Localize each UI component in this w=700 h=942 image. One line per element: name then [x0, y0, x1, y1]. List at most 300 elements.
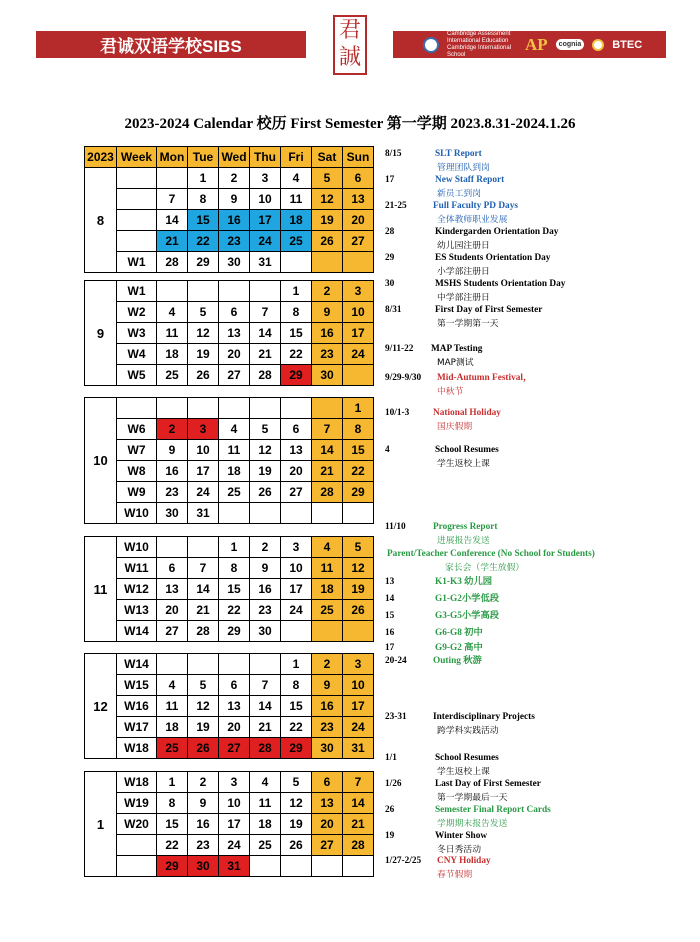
event-title: MSHS Students Orientation Day — [435, 279, 566, 289]
month-table-8 — [84, 146, 374, 273]
day-cell: 24 — [281, 600, 312, 621]
event-title: Interdisciplinary Projects — [433, 712, 535, 722]
day-cell — [281, 252, 312, 273]
day-cell — [188, 398, 219, 419]
event-item — [385, 148, 490, 173]
week-row — [85, 772, 374, 793]
month-label: 11 — [85, 537, 117, 642]
week-row — [85, 168, 374, 189]
event-item — [385, 610, 500, 623]
day-cell: 4 — [250, 772, 281, 793]
week-number: W10 — [117, 537, 157, 558]
event-title: G1-G2小学低段 — [435, 594, 500, 604]
week-row — [85, 419, 374, 440]
day-cell: 30 — [188, 856, 219, 877]
day-cell: 27 — [219, 738, 250, 759]
day-cell: 19 — [250, 461, 281, 482]
week-number — [117, 210, 157, 231]
day-cell: 29 — [343, 482, 374, 503]
day-cell: 17 — [343, 696, 374, 717]
accreditation-icon — [423, 37, 439, 53]
week-row — [85, 558, 374, 579]
day-cell: 2 — [188, 772, 219, 793]
event-title-zh: 学生返校上课 — [437, 767, 490, 777]
day-cell: 24 — [343, 717, 374, 738]
event-date: 26 — [385, 805, 395, 815]
day-cell: 23 — [188, 835, 219, 856]
day-cell — [219, 281, 250, 302]
week-row — [85, 252, 374, 273]
header-cell: Sun — [343, 147, 374, 168]
event-title-zh: 跨学科实践活动 — [437, 726, 499, 736]
event-item — [385, 576, 493, 589]
event-item — [385, 174, 505, 199]
week-number — [117, 231, 157, 252]
day-cell — [281, 621, 312, 642]
day-cell: 15 — [281, 323, 312, 344]
event-item — [385, 778, 541, 803]
ap-logo: AP — [525, 34, 548, 54]
day-cell — [188, 537, 219, 558]
event-title-zh: 春节假期 — [437, 870, 473, 880]
day-cell: 5 — [343, 537, 374, 558]
event-title-zh: 学生返校上课 — [437, 459, 490, 469]
day-cell: 13 — [343, 189, 374, 210]
event-item — [385, 627, 483, 640]
day-cell: 14 — [250, 696, 281, 717]
day-cell: 19 — [188, 344, 219, 365]
event-title: G6-G8 初中 — [435, 628, 483, 638]
day-cell: 15 — [281, 696, 312, 717]
day-cell — [312, 856, 343, 877]
day-cell: 9 — [312, 302, 343, 323]
seal-text: 君誠 — [338, 18, 361, 70]
day-cell: 26 — [188, 738, 219, 759]
week-number: W7 — [117, 440, 157, 461]
day-cell: 18 — [281, 210, 312, 231]
event-date: 29 — [385, 253, 395, 263]
event-date: 10/1-3 — [385, 408, 410, 418]
week-number: W19 — [117, 793, 157, 814]
week-row — [85, 440, 374, 461]
event-item — [385, 855, 491, 880]
event-date: 30 — [385, 279, 395, 289]
day-cell: 24 — [343, 344, 374, 365]
day-cell: 5 — [312, 168, 343, 189]
header-cell: Thu — [250, 147, 281, 168]
day-cell: 30 — [250, 621, 281, 642]
day-cell — [343, 621, 374, 642]
day-cell: 12 — [343, 558, 374, 579]
event-item — [385, 711, 535, 736]
event-date: 17 — [385, 643, 395, 653]
day-cell: 23 — [157, 482, 188, 503]
week-number — [117, 835, 157, 856]
day-cell: 7 — [343, 772, 374, 793]
month-label: 8 — [85, 168, 117, 273]
day-cell — [188, 654, 219, 675]
day-cell: 26 — [250, 482, 281, 503]
day-cell: 22 — [281, 344, 312, 365]
day-cell: 25 — [157, 365, 188, 386]
day-cell — [343, 365, 374, 386]
event-item — [385, 372, 533, 397]
day-cell: 1 — [188, 168, 219, 189]
event-title: Kindergarden Orientation Day — [435, 227, 559, 237]
day-cell: 4 — [281, 168, 312, 189]
day-cell: 20 — [281, 461, 312, 482]
event-item — [385, 521, 498, 546]
day-cell: 14 — [157, 210, 188, 231]
day-cell: 8 — [219, 558, 250, 579]
day-cell: 11 — [312, 558, 343, 579]
day-cell: 21 — [250, 344, 281, 365]
event-title-zh: MAP测试 — [437, 358, 474, 368]
event-title: New Staff Report — [435, 175, 505, 185]
event-title: G3-G5小学高段 — [435, 611, 500, 621]
day-cell: 10 — [343, 302, 374, 323]
page-title: 2023-2024 Calendar 校历 First Semester 第一学期 2023.8.31-2024.1.26 — [124, 116, 576, 132]
day-cell: 25 — [250, 835, 281, 856]
event-date: 9/11-22 — [385, 344, 414, 354]
day-cell: 1 — [281, 281, 312, 302]
day-cell: 11 — [219, 440, 250, 461]
month-table-10 — [84, 397, 374, 524]
day-cell: 30 — [312, 365, 343, 386]
day-cell: 25 — [157, 738, 188, 759]
week-row — [85, 302, 374, 323]
day-cell: 12 — [281, 793, 312, 814]
day-cell: 20 — [343, 210, 374, 231]
event-title: National Holiday — [433, 408, 501, 418]
day-cell: 6 — [343, 168, 374, 189]
day-cell: 31 — [188, 503, 219, 524]
day-cell — [157, 281, 188, 302]
event-title: G9-G2 高中 — [435, 643, 483, 653]
week-row — [85, 675, 374, 696]
day-cell — [312, 621, 343, 642]
event-title-zh: 小学部注册日 — [437, 267, 490, 277]
header-cell: Mon — [157, 147, 188, 168]
day-cell: 13 — [281, 440, 312, 461]
week-number — [117, 398, 157, 419]
week-row — [85, 281, 374, 302]
day-cell: 4 — [219, 419, 250, 440]
day-cell: 19 — [188, 717, 219, 738]
event-date: 28 — [385, 227, 395, 237]
day-cell: 28 — [343, 835, 374, 856]
week-number: W5 — [117, 365, 157, 386]
day-cell: 15 — [188, 210, 219, 231]
day-cell: 10 — [219, 793, 250, 814]
day-cell: 5 — [281, 772, 312, 793]
day-cell: 15 — [157, 814, 188, 835]
event-date: 13 — [385, 577, 395, 587]
school-banner — [36, 31, 306, 58]
day-cell: 6 — [157, 558, 188, 579]
day-cell — [312, 398, 343, 419]
day-cell: 12 — [188, 323, 219, 344]
week-row — [85, 323, 374, 344]
week-row — [85, 856, 374, 877]
day-cell: 27 — [219, 365, 250, 386]
day-cell: 15 — [219, 579, 250, 600]
day-cell — [343, 252, 374, 273]
week-number: W14 — [117, 621, 157, 642]
day-cell: 17 — [281, 579, 312, 600]
day-cell: 14 — [188, 579, 219, 600]
event-item — [385, 444, 499, 469]
day-cell: 28 — [312, 482, 343, 503]
event-item — [385, 252, 551, 277]
day-cell: 28 — [250, 365, 281, 386]
events-list — [385, 148, 685, 888]
school-name: 君诚双语学校SIBS — [100, 37, 242, 56]
day-cell: 4 — [157, 302, 188, 323]
week-row — [85, 189, 374, 210]
week-row — [85, 717, 374, 738]
event-title-zh: 幼儿园注册日 — [437, 241, 490, 251]
event-title-zh: 进展报告发送 — [437, 536, 490, 546]
day-cell: 13 — [219, 696, 250, 717]
day-cell — [281, 856, 312, 877]
header-cell: 2023 — [85, 147, 117, 168]
day-cell: 18 — [157, 717, 188, 738]
day-cell: 31 — [219, 856, 250, 877]
day-cell: 16 — [188, 814, 219, 835]
day-cell — [157, 168, 188, 189]
day-cell — [219, 398, 250, 419]
day-cell: 30 — [219, 252, 250, 273]
day-cell: 17 — [219, 814, 250, 835]
event-title: MAP Testing — [431, 344, 483, 354]
day-cell — [312, 503, 343, 524]
day-cell: 14 — [312, 440, 343, 461]
day-cell — [250, 398, 281, 419]
day-cell: 18 — [312, 579, 343, 600]
day-cell: 22 — [188, 231, 219, 252]
event-date: 14 — [385, 594, 395, 604]
day-cell: 28 — [157, 252, 188, 273]
day-cell: 2 — [312, 654, 343, 675]
week-number: W8 — [117, 461, 157, 482]
day-cell: 9 — [219, 189, 250, 210]
day-cell — [312, 252, 343, 273]
day-cell: 3 — [343, 281, 374, 302]
day-cell: 17 — [250, 210, 281, 231]
event-date: 9/29-9/30 — [385, 373, 422, 383]
day-cell: 6 — [281, 419, 312, 440]
event-title: Winter Show — [435, 831, 488, 841]
week-row — [85, 621, 374, 642]
day-cell: 30 — [312, 738, 343, 759]
week-number: W1 — [117, 281, 157, 302]
day-cell: 1 — [281, 654, 312, 675]
event-date: 20-24 — [385, 656, 407, 666]
week-row — [85, 793, 374, 814]
day-cell: 2 — [250, 537, 281, 558]
event-title: ES Students Orientation Day — [435, 253, 551, 263]
event-title-zh: 家长会（学生放假） — [445, 563, 525, 573]
week-number: W1 — [117, 252, 157, 273]
day-cell — [250, 281, 281, 302]
day-cell — [250, 856, 281, 877]
day-cell: 3 — [188, 419, 219, 440]
day-cell: 11 — [157, 696, 188, 717]
day-cell: 25 — [281, 231, 312, 252]
month-table-9 — [84, 280, 374, 386]
month-label: 10 — [85, 398, 117, 524]
week-row — [85, 210, 374, 231]
day-cell — [219, 654, 250, 675]
event-title-zh: 学期期末报告发送 — [437, 819, 508, 829]
day-cell: 9 — [312, 675, 343, 696]
event-date: 23-31 — [385, 712, 407, 722]
week-number: W13 — [117, 600, 157, 621]
day-cell: 10 — [343, 675, 374, 696]
day-cell: 22 — [281, 717, 312, 738]
day-cell: 1 — [219, 537, 250, 558]
day-cell: 13 — [219, 323, 250, 344]
week-number: W18 — [117, 772, 157, 793]
day-cell: 3 — [343, 654, 374, 675]
day-cell: 26 — [312, 231, 343, 252]
header-cell: Fri — [281, 147, 312, 168]
cognia-logo: cognia — [556, 39, 585, 50]
day-cell: 1 — [157, 772, 188, 793]
month-label: 1 — [85, 772, 117, 877]
day-cell: 16 — [312, 323, 343, 344]
event-title-zh: 中秋节 — [437, 387, 464, 397]
day-cell: 11 — [281, 189, 312, 210]
event-title: First Day of First Semester — [435, 305, 543, 315]
month-table-11 — [84, 536, 374, 642]
event-title: Semester Final Report Cards — [435, 805, 551, 815]
week-number — [117, 856, 157, 877]
event-title-zh: 管理团队到岗 — [437, 163, 490, 173]
week-row — [85, 398, 374, 419]
week-number: W6 — [117, 419, 157, 440]
event-item — [385, 593, 500, 606]
header-cell: Tue — [188, 147, 219, 168]
day-cell: 7 — [312, 419, 343, 440]
event-date: 1/26 — [385, 779, 402, 789]
event-item — [385, 226, 559, 251]
event-title: Mid-Autumn Festival， — [437, 373, 533, 383]
day-cell: 31 — [250, 252, 281, 273]
day-cell: 26 — [188, 365, 219, 386]
event-title: Outing 秋游 — [433, 656, 482, 666]
event-item — [385, 304, 543, 329]
event-title: School Resumes — [435, 445, 499, 455]
day-cell: 24 — [188, 482, 219, 503]
day-cell — [157, 654, 188, 675]
day-cell: 5 — [188, 675, 219, 696]
day-cell — [250, 654, 281, 675]
week-number: W20 — [117, 814, 157, 835]
day-cell: 5 — [250, 419, 281, 440]
day-cell: 16 — [157, 461, 188, 482]
day-cell: 14 — [343, 793, 374, 814]
day-cell: 21 — [250, 717, 281, 738]
event-date: 21-25 — [385, 201, 407, 211]
day-cell: 15 — [343, 440, 374, 461]
week-row — [85, 537, 374, 558]
week-row — [85, 344, 374, 365]
day-cell: 24 — [250, 231, 281, 252]
week-number: W18 — [117, 738, 157, 759]
day-cell: 18 — [219, 461, 250, 482]
day-cell: 27 — [157, 621, 188, 642]
day-cell: 2 — [219, 168, 250, 189]
event-item — [385, 278, 566, 303]
day-cell: 20 — [219, 717, 250, 738]
week-number: W12 — [117, 579, 157, 600]
day-cell: 17 — [343, 323, 374, 344]
day-cell: 3 — [250, 168, 281, 189]
day-cell: 14 — [250, 323, 281, 344]
event-item — [385, 343, 483, 368]
week-number: W11 — [117, 558, 157, 579]
day-cell: 4 — [157, 675, 188, 696]
day-cell: 25 — [219, 482, 250, 503]
week-number: W16 — [117, 696, 157, 717]
header-cell: Week — [117, 147, 157, 168]
month-label: 12 — [85, 654, 117, 759]
event-date: 1/1 — [385, 753, 397, 763]
month-table-1 — [84, 771, 374, 877]
week-row — [85, 482, 374, 503]
week-number: W10 — [117, 503, 157, 524]
day-cell: 30 — [157, 503, 188, 524]
day-cell — [188, 281, 219, 302]
day-cell: 25 — [312, 600, 343, 621]
event-title: SLT Report — [435, 149, 482, 159]
day-cell: 4 — [312, 537, 343, 558]
day-cell: 8 — [188, 189, 219, 210]
day-cell: 18 — [157, 344, 188, 365]
event-item — [385, 752, 499, 777]
day-cell: 11 — [157, 323, 188, 344]
event-date: 8/15 — [385, 149, 402, 159]
day-cell: 21 — [312, 461, 343, 482]
day-cell: 29 — [188, 252, 219, 273]
event-title-zh: 中学部注册日 — [437, 293, 490, 303]
event-title: K1-K3 幼儿园 — [435, 577, 493, 587]
week-row — [85, 738, 374, 759]
week-row — [85, 654, 374, 675]
day-cell: 21 — [188, 600, 219, 621]
event-title: Progress Report — [433, 522, 498, 532]
event-title: Last Day of First Semester — [435, 779, 541, 789]
event-title-zh: 第一学期第一天 — [437, 319, 499, 329]
week-number: W14 — [117, 654, 157, 675]
day-cell: 16 — [250, 579, 281, 600]
day-cell: 12 — [250, 440, 281, 461]
event-title-zh: 全体教师职业发展 — [437, 215, 508, 225]
day-cell: 29 — [281, 365, 312, 386]
day-cell: 13 — [312, 793, 343, 814]
day-cell: 3 — [281, 537, 312, 558]
day-cell: 16 — [312, 696, 343, 717]
day-cell: 9 — [250, 558, 281, 579]
week-number: W15 — [117, 675, 157, 696]
day-cell: 6 — [312, 772, 343, 793]
week-number: W17 — [117, 717, 157, 738]
event-title-zh: 第一学期最后一天 — [437, 793, 508, 803]
week-row — [85, 365, 374, 386]
day-cell: 8 — [281, 302, 312, 323]
